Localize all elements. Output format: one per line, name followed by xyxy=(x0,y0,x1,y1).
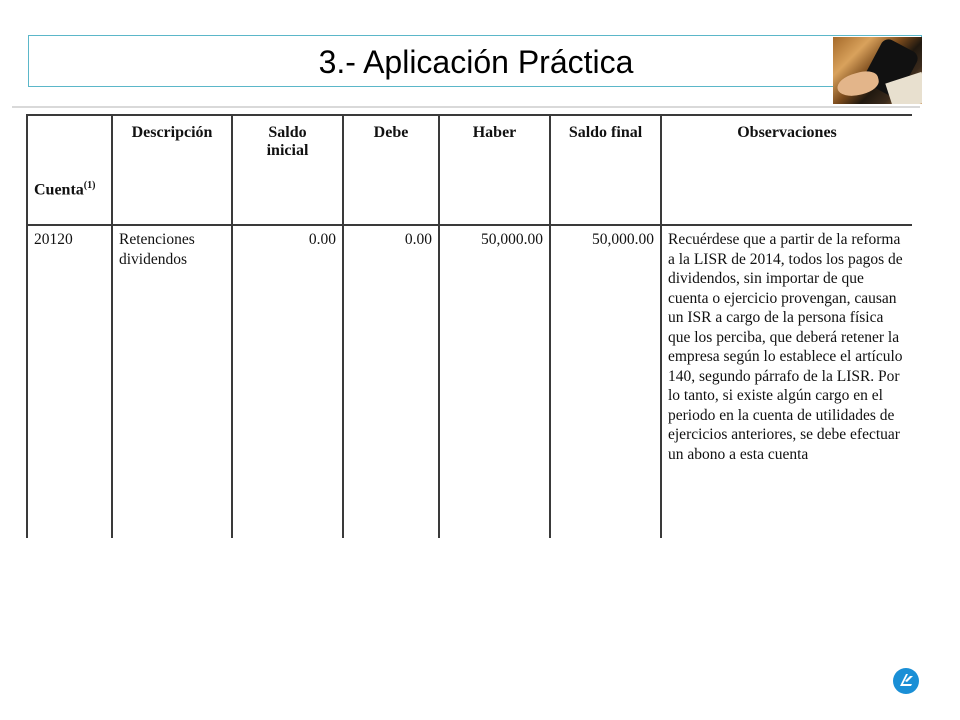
header-haber: Haber xyxy=(439,115,550,225)
header-cuenta-label: Cuenta xyxy=(34,181,84,199)
photo-hand xyxy=(835,68,881,100)
cell-observaciones: Recuérdese que a partir de la reforma a la LISR de 2014, todos los pagos de dividendos, sin importar de que cuenta o ejercicio provengan, causan un ISR a cargo de la persona física que los perciba, que deberá retener la empresa según lo establece el artículo 140, segundo párrafo de la LISR. Por lo tanto, si existe algún cargo en el periodo en la cuenta de utilidades de ejercicios anteriores, se debe efectuar un abono a esta cuenta xyxy=(661,225,912,538)
title-box xyxy=(28,35,922,87)
cell-debe: 0.00 xyxy=(343,225,439,538)
cell-saldo-final: 50,000.00 xyxy=(550,225,661,538)
table-header-row xyxy=(27,115,912,225)
cell-saldo-inicial: 0.00 xyxy=(232,225,343,538)
header-cuenta xyxy=(27,115,112,225)
company-logo-icon xyxy=(893,668,919,694)
header-saldo-final: Saldo final xyxy=(550,115,661,225)
cell-descripcion: Retenciones dividendos xyxy=(112,225,232,538)
table-row xyxy=(27,225,912,538)
header-debe: Debe xyxy=(343,115,439,225)
header-saldo-inicial: Saldo inicial xyxy=(232,115,343,225)
slide-title: 3.- Aplicación Práctica xyxy=(318,44,634,80)
header-observaciones: Observaciones xyxy=(661,115,912,225)
cell-cuenta: 20120 xyxy=(27,225,112,538)
title-separator xyxy=(12,106,920,108)
account-table-wrapper xyxy=(26,114,912,538)
header-cuenta-note: (1) xyxy=(83,180,96,192)
header-descripcion: Descripción xyxy=(112,115,232,225)
account-table xyxy=(26,114,912,538)
cell-haber: 50,000.00 xyxy=(439,225,550,538)
office-photo xyxy=(833,37,922,104)
